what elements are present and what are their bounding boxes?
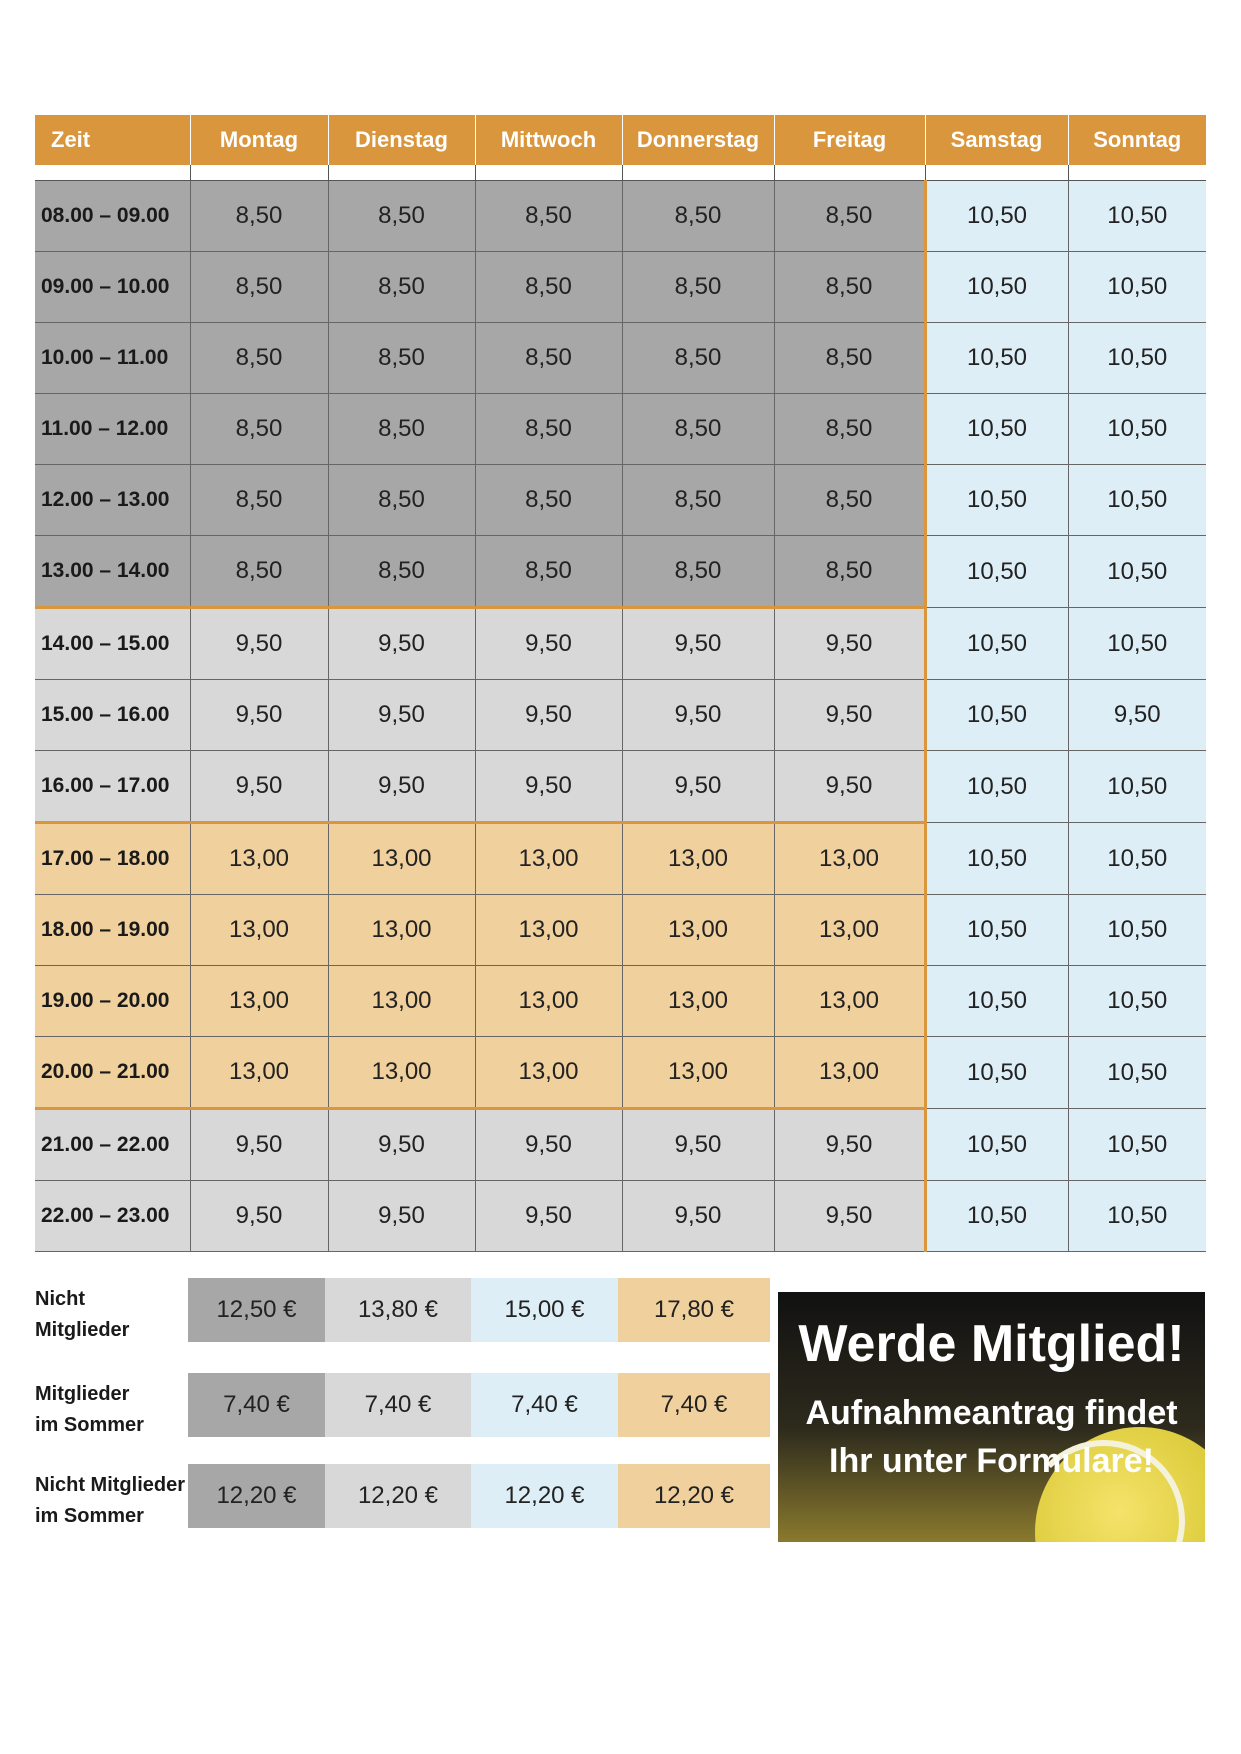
price-cell: 8,50 [190,465,328,536]
price-cell: 8,50 [328,394,475,465]
table-row [35,1109,1206,1181]
price-cell: 9,50 [622,608,774,680]
price-cell: 10,50 [925,680,1068,751]
price-cell: 13,00 [190,895,328,966]
time-slot-cell: 09.00 – 10.00 [35,252,190,323]
header-montag: Montag [190,115,328,165]
price-cell: 9,50 [190,680,328,751]
price-cell: 13,00 [475,895,622,966]
summary-price-cell: 12,20 € [188,1464,325,1528]
price-cell: 10,50 [925,252,1068,323]
price-cell: 10,50 [1068,1037,1206,1109]
price-cell: 8,50 [622,323,774,394]
price-cell: 8,50 [774,252,925,323]
summary-price-cell: 15,00 € [471,1278,618,1342]
price-cell: 10,50 [1068,323,1206,394]
price-cell: 9,50 [622,1181,774,1252]
price-cell: 9,50 [622,1109,774,1181]
price-cell: 8,50 [475,323,622,394]
price-cell: 8,50 [328,181,475,252]
price-cell: 13,00 [622,823,774,895]
table-row [35,895,1206,966]
price-cell: 10,50 [1068,751,1206,823]
summary-row [35,1278,775,1342]
price-cell: 13,00 [774,1037,925,1109]
time-slot-cell: 17.00 – 18.00 [35,823,190,895]
price-cell: 10,50 [925,966,1068,1037]
price-cell: 8,50 [774,394,925,465]
time-slot-cell: 20.00 – 21.00 [35,1037,190,1109]
price-cell: 9,50 [475,1109,622,1181]
summary-row-label [35,1284,188,1346]
price-table [35,115,1206,1252]
price-cell: 10,50 [1068,823,1206,895]
price-cell: 8,50 [328,536,475,608]
price-table-body [35,181,1206,1252]
price-cell: 10,50 [925,323,1068,394]
summary-price-cell: 7,40 € [471,1373,618,1437]
price-cell: 8,50 [774,536,925,608]
price-cell: 13,00 [328,1037,475,1109]
price-cell: 9,50 [622,680,774,751]
membership-promo-banner[interactable] [778,1292,1205,1542]
table-row [35,181,1206,252]
price-cell: 13,00 [475,823,622,895]
summary-price-cell: 12,20 € [325,1464,471,1528]
price-cell: 8,50 [328,465,475,536]
promo-text-line-1: Aufnahmeantrag findet [805,1394,1178,1432]
price-cell: 9,50 [475,751,622,823]
price-cell: 8,50 [622,252,774,323]
time-slot-cell: 08.00 – 09.00 [35,181,190,252]
price-cell: 9,50 [774,1109,925,1181]
price-cell: 9,50 [774,680,925,751]
price-cell: 9,50 [1068,680,1206,751]
time-slot-cell: 15.00 – 16.00 [35,680,190,751]
price-cell: 8,50 [622,465,774,536]
summary-label-line: Nicht [35,1288,85,1310]
price-cell: 10,50 [925,895,1068,966]
price-cell: 8,50 [328,323,475,394]
price-cell: 8,50 [774,323,925,394]
time-slot-cell: 16.00 – 17.00 [35,751,190,823]
time-slot-cell: 12.00 – 13.00 [35,465,190,536]
price-cell: 13,00 [774,895,925,966]
table-row [35,394,1206,465]
price-cell: 10,50 [1068,608,1206,680]
time-slot-cell: 22.00 – 23.00 [35,1181,190,1252]
price-cell: 13,00 [190,966,328,1037]
promo-text-line-2: Ihr unter Formulare! [829,1442,1154,1480]
table-row [35,680,1206,751]
price-cell: 8,50 [190,252,328,323]
table-row [35,608,1206,680]
price-cell: 8,50 [190,536,328,608]
price-cell: 10,50 [925,823,1068,895]
table-row [35,751,1206,823]
price-cell: 8,50 [774,465,925,536]
time-slot-cell: 18.00 – 19.00 [35,895,190,966]
price-cell: 10,50 [1068,536,1206,608]
price-cell: 10,50 [1068,465,1206,536]
time-slot-cell: 13.00 – 14.00 [35,536,190,608]
price-cell: 8,50 [475,394,622,465]
summary-row [35,1464,775,1528]
price-cell: 10,50 [925,751,1068,823]
header-dienstag: Dienstag [328,115,475,165]
table-row [35,465,1206,536]
price-cell: 9,50 [774,751,925,823]
price-cell: 13,00 [622,1037,774,1109]
price-cell: 8,50 [475,181,622,252]
time-slot-cell: 21.00 – 22.00 [35,1109,190,1181]
header-donnerstag: Donnerstag [622,115,774,165]
price-cell: 10,50 [1068,895,1206,966]
price-cell: 13,00 [774,966,925,1037]
summary-price-cell: 12,50 € [188,1278,325,1342]
price-cell: 9,50 [328,751,475,823]
summary-price-cell: 7,40 € [188,1373,325,1437]
price-cell: 9,50 [190,608,328,680]
price-cell: 13,00 [328,966,475,1037]
price-cell: 9,50 [622,751,774,823]
price-cell: 8,50 [475,536,622,608]
summary-row [35,1373,775,1437]
price-cell: 10,50 [925,1109,1068,1181]
header-sonntag: Sonntag [1068,115,1206,165]
promo-title: Werde Mitglied! [798,1315,1185,1373]
price-cell: 9,50 [190,1181,328,1252]
price-cell: 10,50 [925,394,1068,465]
header-spacer-row [35,165,1206,181]
price-cell: 8,50 [475,252,622,323]
price-cell: 13,00 [622,895,774,966]
price-cell: 8,50 [328,252,475,323]
price-cell: 9,50 [774,1181,925,1252]
time-slot-cell: 14.00 – 15.00 [35,608,190,680]
summary-price-cell: 12,20 € [618,1464,770,1528]
summary-row-label [35,1470,188,1532]
price-cell: 8,50 [622,536,774,608]
time-slot-cell: 19.00 – 20.00 [35,966,190,1037]
price-cell: 8,50 [774,181,925,252]
price-cell: 10,50 [925,181,1068,252]
price-cell: 8,50 [190,181,328,252]
price-cell: 10,50 [1068,252,1206,323]
price-cell: 9,50 [475,1181,622,1252]
price-cell: 10,50 [925,608,1068,680]
price-cell: 13,00 [622,966,774,1037]
price-cell: 9,50 [475,680,622,751]
price-cell: 9,50 [190,1109,328,1181]
price-cell: 13,00 [774,823,925,895]
price-cell: 10,50 [925,1181,1068,1252]
price-cell: 8,50 [622,181,774,252]
price-cell: 9,50 [774,608,925,680]
header-freitag: Freitag [774,115,925,165]
price-cell: 8,50 [190,394,328,465]
table-row [35,966,1206,1037]
table-row [35,1037,1206,1109]
price-cell: 13,00 [190,1037,328,1109]
price-cell: 9,50 [328,1109,475,1181]
price-cell: 10,50 [925,536,1068,608]
header-zeit: Zeit [35,115,190,165]
price-cell: 9,50 [328,680,475,751]
price-cell: 13,00 [475,1037,622,1109]
summary-label-line: im Sommer [35,1505,144,1527]
price-cell: 8,50 [190,323,328,394]
summary-label-line: Mitglieder [35,1383,130,1405]
header-mittwoch: Mittwoch [475,115,622,165]
price-cell: 10,50 [925,465,1068,536]
price-cell: 8,50 [475,465,622,536]
price-cell: 13,00 [328,823,475,895]
summary-price-cell: 12,20 € [471,1464,618,1528]
price-cell: 10,50 [1068,394,1206,465]
time-slot-cell: 11.00 – 12.00 [35,394,190,465]
time-slot-cell: 10.00 – 11.00 [35,323,190,394]
summary-label-line: im Sommer [35,1414,144,1436]
price-cell: 10,50 [1068,1181,1206,1252]
price-cell: 13,00 [475,966,622,1037]
price-cell: 10,50 [925,1037,1068,1109]
summary-label-line: Nicht Mitglieder [35,1474,186,1496]
header-samstag: Samstag [925,115,1068,165]
header-row [35,115,1206,165]
summary-price-cell: 13,80 € [325,1278,471,1342]
summary-label-line: Mitglieder [35,1319,130,1341]
table-row [35,323,1206,394]
price-cell: 10,50 [1068,1109,1206,1181]
price-cell: 9,50 [475,608,622,680]
summary-row-label [35,1379,188,1441]
price-cell: 13,00 [328,895,475,966]
price-cell: 10,50 [1068,181,1206,252]
summary-price-cell: 7,40 € [618,1373,770,1437]
price-cell: 8,50 [622,394,774,465]
table-row [35,536,1206,608]
price-cell: 10,50 [1068,966,1206,1037]
table-row [35,1181,1206,1252]
table-row [35,823,1206,895]
price-cell: 9,50 [328,1181,475,1252]
summary-price-cell: 7,40 € [325,1373,471,1437]
summary-price-cell: 17,80 € [618,1278,770,1342]
table-row [35,252,1206,323]
price-cell: 9,50 [190,751,328,823]
price-cell: 9,50 [328,608,475,680]
price-cell: 13,00 [190,823,328,895]
